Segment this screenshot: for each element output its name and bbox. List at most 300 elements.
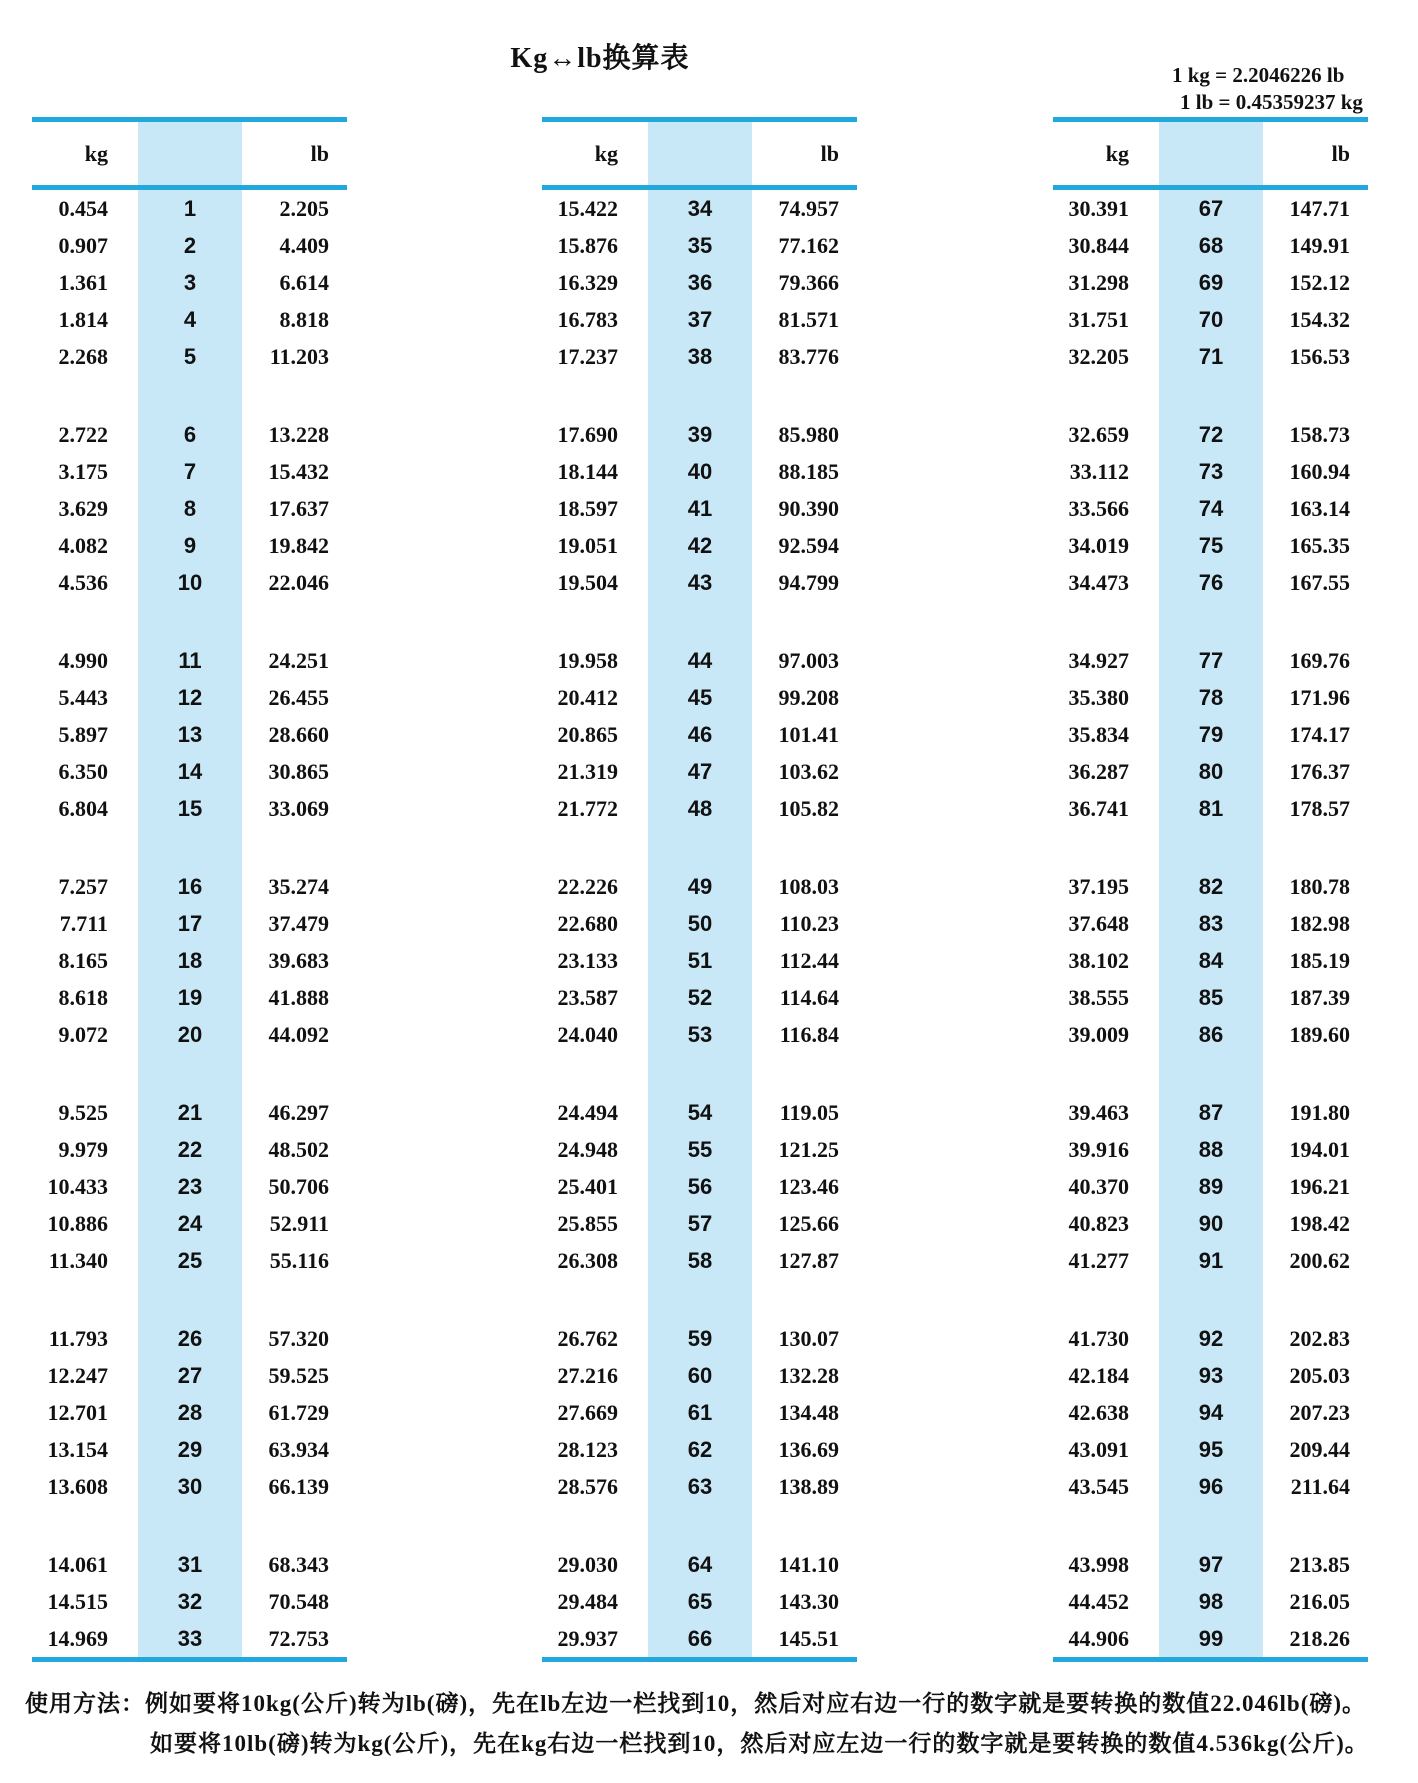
row-number-cell: 92 <box>1198 1326 1224 1351</box>
lb-value-cell: 189.60 <box>1289 1022 1350 1047</box>
block-gap <box>1053 827 1368 868</box>
table-row <box>32 642 347 679</box>
table-row <box>32 1468 347 1505</box>
lb-value-cell: 79.366 <box>778 270 839 295</box>
row-number-cell: 3 <box>183 270 197 295</box>
lb-value-cell: 4.409 <box>279 233 329 258</box>
table-row <box>1053 564 1368 601</box>
kg-value-cell: 7.257 <box>58 874 108 899</box>
table-row <box>542 190 857 227</box>
block-gap <box>542 601 857 642</box>
lb-value-cell: 44.092 <box>268 1022 329 1047</box>
row-number-cell: 37 <box>687 307 713 332</box>
row-number-cell: 28 <box>177 1400 203 1425</box>
table-row <box>1053 1468 1368 1505</box>
table-row <box>542 527 857 564</box>
table-row <box>542 1468 857 1505</box>
table-row <box>1053 753 1368 790</box>
lb-value-cell: 108.03 <box>778 874 839 899</box>
kg-value-cell: 27.216 <box>557 1363 618 1388</box>
row-number-cell: 5 <box>183 344 197 369</box>
lb-value-cell: 15.432 <box>268 459 329 484</box>
lb-value-cell: 209.44 <box>1289 1437 1350 1462</box>
block-gap <box>542 1505 857 1546</box>
row-number-cell: 65 <box>687 1589 713 1614</box>
kg-value-cell: 28.576 <box>557 1474 618 1499</box>
row-number-cell: 50 <box>687 911 713 936</box>
lb-value-cell: 66.139 <box>268 1474 329 1499</box>
lb-value-cell: 149.91 <box>1289 233 1350 258</box>
table-row <box>1053 942 1368 979</box>
table-row <box>32 190 347 227</box>
table-row <box>32 716 347 753</box>
kg-value-cell: 8.618 <box>58 985 108 1010</box>
table-row <box>32 753 347 790</box>
row-number-cell: 1 <box>183 196 197 221</box>
lb-value-cell: 138.89 <box>778 1474 839 1499</box>
row-number-cell: 2 <box>183 233 197 258</box>
lb-value-cell: 160.94 <box>1289 459 1350 484</box>
lb-value-cell: 158.73 <box>1289 422 1350 447</box>
kg-value-cell: 43.998 <box>1068 1552 1129 1577</box>
row-number-cell: 90 <box>1198 1211 1224 1236</box>
table-row <box>32 1242 347 1279</box>
kg-value-cell: 2.722 <box>58 422 108 447</box>
row-number-cell: 54 <box>687 1100 713 1125</box>
row-number-cell: 33 <box>177 1626 203 1651</box>
table-row <box>1053 1357 1368 1394</box>
row-number-cell: 69 <box>1198 270 1224 295</box>
row-number-cell: 26 <box>177 1326 203 1351</box>
table-row <box>32 264 347 301</box>
kg-value-cell: 21.319 <box>557 759 618 784</box>
row-number-cell: 34 <box>687 196 713 221</box>
kg-value-cell: 11.340 <box>48 1248 108 1273</box>
table-row <box>1053 790 1368 827</box>
lb-value-cell: 187.39 <box>1289 985 1350 1010</box>
lb-column-header: lb <box>1331 140 1350 166</box>
kg-value-cell: 24.494 <box>557 1100 618 1125</box>
lb-value-cell: 41.888 <box>268 985 329 1010</box>
table-row <box>32 1168 347 1205</box>
conversion-table-group-1 <box>32 117 347 1662</box>
kg-value-cell: 18.597 <box>557 496 618 521</box>
table-header <box>1053 122 1368 185</box>
kg-value-cell: 39.463 <box>1068 1100 1129 1125</box>
kg-value-cell: 31.751 <box>1068 307 1129 332</box>
lb-value-cell: 202.83 <box>1289 1326 1350 1351</box>
row-number-cell: 10 <box>177 570 203 595</box>
row-number-cell: 14 <box>177 759 203 784</box>
row-number-cell: 8 <box>183 496 197 521</box>
table-row <box>1053 979 1368 1016</box>
block-gap <box>32 375 347 416</box>
lb-value-cell: 52.911 <box>269 1211 329 1236</box>
row-number-cell: 39 <box>687 422 713 447</box>
row-number-cell: 29 <box>177 1437 203 1462</box>
kg-value-cell: 39.916 <box>1068 1137 1129 1162</box>
kg-value-cell: 41.277 <box>1068 1248 1129 1273</box>
row-number-cell: 71 <box>1198 344 1224 369</box>
table-row <box>542 227 857 264</box>
kg-value-cell: 33.112 <box>1069 459 1129 484</box>
row-number-cell: 48 <box>687 796 713 821</box>
lb-value-cell: 216.05 <box>1289 1589 1350 1614</box>
row-number-cell: 9 <box>183 533 197 558</box>
kg-value-cell: 26.308 <box>557 1248 618 1273</box>
row-number-cell: 19 <box>177 985 203 1010</box>
table-row <box>1053 716 1368 753</box>
kg-value-cell: 19.504 <box>557 570 618 595</box>
table-row <box>542 490 857 527</box>
kg-value-cell: 15.876 <box>557 233 618 258</box>
kg-value-cell: 31.298 <box>1068 270 1129 295</box>
kg-value-cell: 41.730 <box>1068 1326 1129 1351</box>
table-row <box>1053 338 1368 375</box>
row-number-cell: 43 <box>687 570 713 595</box>
kg-value-cell: 22.680 <box>557 911 618 936</box>
row-number-cell: 23 <box>177 1174 203 1199</box>
kg-value-cell: 35.380 <box>1068 685 1129 710</box>
kg-to-lb-factor: 1 kg = 2.2046226 lb <box>1172 63 1345 87</box>
kg-value-cell: 8.165 <box>58 948 108 973</box>
kg-value-cell: 12.247 <box>47 1363 108 1388</box>
kg-value-cell: 29.937 <box>557 1626 618 1651</box>
row-number-cell: 67 <box>1198 196 1224 221</box>
table-row <box>32 1320 347 1357</box>
table-row <box>542 1620 857 1657</box>
block-gap <box>32 827 347 868</box>
table-row <box>542 301 857 338</box>
table-row <box>542 1357 857 1394</box>
kg-value-cell: 20.865 <box>557 722 618 747</box>
row-number-cell: 94 <box>1198 1400 1224 1425</box>
kg-value-cell: 38.102 <box>1068 948 1129 973</box>
kg-value-cell: 9.072 <box>58 1022 108 1047</box>
row-number-cell: 22 <box>177 1137 203 1162</box>
row-number-cell: 52 <box>687 985 713 1010</box>
table-row <box>542 1431 857 1468</box>
row-number-cell: 47 <box>687 759 713 784</box>
kg-value-cell: 22.226 <box>557 874 618 899</box>
lb-value-cell: 178.57 <box>1289 796 1350 821</box>
row-number-cell: 76 <box>1198 570 1224 595</box>
lb-value-cell: 48.502 <box>268 1137 329 1162</box>
block-gap <box>1053 601 1368 642</box>
kg-value-cell: 19.958 <box>557 648 618 673</box>
row-number-cell: 55 <box>687 1137 713 1162</box>
usage-line-2: 如要将10lb(磅)转为kg(公斤)，先在kg右边一栏找到10，然后对应左边一行的数字就是要转换的数值4.536kg(公斤)。 <box>150 1731 1369 1756</box>
table-row <box>542 1394 857 1431</box>
table-body <box>1053 190 1368 1657</box>
row-number-cell: 61 <box>687 1400 713 1425</box>
row-number-cell: 51 <box>687 948 713 973</box>
lb-value-cell: 127.87 <box>778 1248 839 1273</box>
row-number-cell: 38 <box>687 344 713 369</box>
table-row <box>32 1394 347 1431</box>
kg-value-cell: 3.175 <box>58 459 108 484</box>
lb-value-cell: 134.48 <box>778 1400 839 1425</box>
lb-value-cell: 81.571 <box>778 307 839 332</box>
kg-value-cell: 10.433 <box>47 1174 108 1199</box>
lb-value-cell: 180.78 <box>1289 874 1350 899</box>
kg-value-cell: 16.783 <box>557 307 618 332</box>
lb-value-cell: 30.865 <box>268 759 329 784</box>
kg-column-header: kg <box>84 140 108 166</box>
lb-value-cell: 37.479 <box>268 911 329 936</box>
table-row <box>1053 1431 1368 1468</box>
kg-value-cell: 44.452 <box>1068 1589 1129 1614</box>
kg-value-cell: 5.897 <box>58 722 108 747</box>
kg-value-cell: 33.566 <box>1068 496 1129 521</box>
lb-value-cell: 154.32 <box>1289 307 1350 332</box>
table-row <box>1053 1168 1368 1205</box>
table-row <box>1053 642 1368 679</box>
lb-value-cell: 213.85 <box>1289 1552 1350 1577</box>
lb-to-kg-factor: 1 lb = 0.45359237 kg <box>1180 90 1363 114</box>
table-row <box>542 1205 857 1242</box>
kg-value-cell: 17.237 <box>557 344 618 369</box>
table-row <box>32 942 347 979</box>
row-number-cell: 72 <box>1198 422 1224 447</box>
row-number-cell: 83 <box>1198 911 1224 936</box>
kg-value-cell: 42.184 <box>1068 1363 1129 1388</box>
lb-value-cell: 163.14 <box>1289 496 1350 521</box>
table-row <box>32 564 347 601</box>
table-row <box>32 338 347 375</box>
lb-value-cell: 39.683 <box>268 948 329 973</box>
row-number-cell: 25 <box>177 1248 203 1273</box>
lb-value-cell: 2.205 <box>279 196 329 221</box>
table-row <box>542 942 857 979</box>
kg-value-cell: 20.412 <box>557 685 618 710</box>
kg-value-cell: 29.484 <box>557 1589 618 1614</box>
kg-value-cell: 42.638 <box>1068 1400 1129 1425</box>
kg-value-cell: 34.019 <box>1068 533 1129 558</box>
kg-value-cell: 36.741 <box>1068 796 1129 821</box>
table-row <box>542 979 857 1016</box>
kg-value-cell: 32.205 <box>1068 344 1129 369</box>
row-number-cell: 89 <box>1198 1174 1224 1199</box>
row-number-cell: 4 <box>183 307 197 332</box>
table-row <box>542 564 857 601</box>
table-row <box>1053 264 1368 301</box>
row-number-cell: 81 <box>1198 796 1224 821</box>
row-number-cell: 41 <box>687 496 713 521</box>
row-number-cell: 64 <box>687 1552 713 1577</box>
block-gap <box>1053 1053 1368 1094</box>
block-gap <box>542 1053 857 1094</box>
lb-value-cell: 105.82 <box>778 796 839 821</box>
row-number-cell: 91 <box>1198 1248 1224 1273</box>
row-number-cell: 58 <box>687 1248 713 1273</box>
row-number-cell: 44 <box>687 648 713 673</box>
lb-value-cell: 63.934 <box>268 1437 329 1462</box>
lb-value-cell: 35.274 <box>268 874 329 899</box>
lb-value-cell: 211.64 <box>1290 1474 1350 1499</box>
lb-value-cell: 174.17 <box>1289 722 1350 747</box>
row-number-cell: 96 <box>1198 1474 1224 1499</box>
lb-value-cell: 77.162 <box>778 233 839 258</box>
row-number-cell: 70 <box>1198 307 1224 332</box>
table-row <box>1053 1320 1368 1357</box>
block-gap <box>32 1279 347 1320</box>
row-number-cell: 7 <box>183 459 197 484</box>
lb-value-cell: 119.05 <box>779 1100 839 1125</box>
kg-value-cell: 23.133 <box>557 948 618 973</box>
lb-value-cell: 171.96 <box>1289 685 1350 710</box>
kg-column-header: kg <box>594 140 618 166</box>
table-row <box>1053 227 1368 264</box>
kg-value-cell: 9.979 <box>58 1137 108 1162</box>
block-gap <box>542 1279 857 1320</box>
kg-value-cell: 26.762 <box>557 1326 618 1351</box>
lb-value-cell: 19.842 <box>268 533 329 558</box>
kg-value-cell: 6.804 <box>58 796 108 821</box>
table-row <box>1053 1546 1368 1583</box>
row-number-cell: 87 <box>1198 1100 1224 1125</box>
table-row <box>32 1583 347 1620</box>
lb-value-cell: 185.19 <box>1289 948 1350 973</box>
kg-value-cell: 40.370 <box>1068 1174 1129 1199</box>
row-number-cell: 45 <box>687 685 713 710</box>
row-number-cell: 84 <box>1198 948 1224 973</box>
row-number-cell: 18 <box>177 948 203 973</box>
table-row <box>542 1168 857 1205</box>
lb-value-cell: 112.44 <box>779 948 839 973</box>
lb-value-cell: 191.80 <box>1289 1100 1350 1125</box>
row-number-cell: 86 <box>1198 1022 1224 1047</box>
kg-value-cell: 34.927 <box>1068 648 1129 673</box>
kg-value-cell: 30.391 <box>1068 196 1129 221</box>
kg-value-cell: 32.659 <box>1068 422 1129 447</box>
lb-value-cell: 55.116 <box>269 1248 329 1273</box>
row-number-cell: 11 <box>178 648 202 673</box>
lb-value-cell: 68.343 <box>268 1552 329 1577</box>
table-bottom-rule <box>542 1657 857 1662</box>
kg-value-cell: 13.608 <box>47 1474 108 1499</box>
table-row <box>32 1431 347 1468</box>
kg-value-cell: 37.195 <box>1068 874 1129 899</box>
table-row <box>542 1131 857 1168</box>
table-row <box>542 453 857 490</box>
lb-value-cell: 169.76 <box>1289 648 1350 673</box>
kg-value-cell: 13.154 <box>47 1437 108 1462</box>
lb-value-cell: 92.594 <box>778 533 839 558</box>
table-row <box>542 416 857 453</box>
table-row <box>32 490 347 527</box>
lb-value-cell: 121.25 <box>778 1137 839 1162</box>
table-row <box>1053 905 1368 942</box>
table-row <box>542 1546 857 1583</box>
row-number-cell: 6 <box>183 422 197 447</box>
table-row <box>1053 1583 1368 1620</box>
lb-value-cell: 28.660 <box>268 722 329 747</box>
lb-value-cell: 132.28 <box>778 1363 839 1388</box>
lb-value-cell: 26.455 <box>268 685 329 710</box>
kg-value-cell: 18.144 <box>557 459 618 484</box>
lb-value-cell: 33.069 <box>268 796 329 821</box>
lb-value-cell: 17.637 <box>268 496 329 521</box>
row-number-cell: 15 <box>177 796 203 821</box>
lb-value-cell: 46.297 <box>268 1100 329 1125</box>
table-row <box>32 679 347 716</box>
lb-value-cell: 90.390 <box>778 496 839 521</box>
kg-column-header: kg <box>1105 140 1129 166</box>
row-number-cell: 78 <box>1198 685 1224 710</box>
table-row <box>1053 490 1368 527</box>
lb-column-header: lb <box>310 140 329 166</box>
table-row <box>542 642 857 679</box>
kg-value-cell: 25.401 <box>557 1174 618 1199</box>
row-number-cell: 74 <box>1198 496 1224 521</box>
row-number-cell: 68 <box>1198 233 1224 258</box>
block-gap <box>542 827 857 868</box>
kg-value-cell: 40.823 <box>1068 1211 1129 1236</box>
page-title: Kg↔lb换算表 <box>510 43 690 74</box>
kg-value-cell: 15.422 <box>557 196 618 221</box>
lb-value-cell: 145.51 <box>778 1626 839 1651</box>
row-number-cell: 42 <box>687 533 713 558</box>
kg-value-cell: 34.473 <box>1068 570 1129 595</box>
lb-value-cell: 123.46 <box>778 1174 839 1199</box>
kg-value-cell: 24.040 <box>557 1022 618 1047</box>
table-row <box>32 868 347 905</box>
lb-value-cell: 101.41 <box>778 722 839 747</box>
lb-value-cell: 61.729 <box>268 1400 329 1425</box>
row-number-cell: 12 <box>177 685 203 710</box>
table-body <box>32 190 347 1657</box>
kg-value-cell: 11.793 <box>48 1326 108 1351</box>
lb-value-cell: 85.980 <box>778 422 839 447</box>
table-row <box>542 1583 857 1620</box>
kg-value-cell: 4.990 <box>58 648 108 673</box>
table-row <box>32 1094 347 1131</box>
block-gap <box>32 1053 347 1094</box>
table-row <box>32 227 347 264</box>
kg-value-cell: 4.082 <box>58 533 108 558</box>
kg-value-cell: 4.536 <box>58 570 108 595</box>
block-gap <box>542 375 857 416</box>
table-row <box>32 1016 347 1053</box>
row-number-cell: 63 <box>687 1474 713 1499</box>
table-header <box>32 122 347 185</box>
row-number-cell: 85 <box>1198 985 1224 1010</box>
lb-value-cell: 110.23 <box>779 911 839 936</box>
row-number-cell: 98 <box>1198 1589 1224 1614</box>
row-number-cell: 79 <box>1198 722 1224 747</box>
table-row <box>1053 1620 1368 1657</box>
kg-value-cell: 35.834 <box>1068 722 1129 747</box>
row-number-cell: 77 <box>1198 648 1224 673</box>
table-row <box>32 1131 347 1168</box>
row-number-cell: 16 <box>177 874 203 899</box>
table-row <box>32 453 347 490</box>
table-row <box>542 1094 857 1131</box>
table-row <box>542 679 857 716</box>
lb-value-cell: 13.228 <box>268 422 329 447</box>
kg-value-cell: 0.907 <box>58 233 108 258</box>
row-number-cell: 57 <box>687 1211 713 1236</box>
table-row <box>1053 1016 1368 1053</box>
lb-value-cell: 136.69 <box>778 1437 839 1462</box>
block-gap <box>1053 1505 1368 1546</box>
row-number-cell: 97 <box>1198 1552 1224 1577</box>
table-row <box>1053 301 1368 338</box>
table-row <box>1053 1131 1368 1168</box>
kg-value-cell: 6.350 <box>58 759 108 784</box>
row-number-cell: 60 <box>687 1363 713 1388</box>
